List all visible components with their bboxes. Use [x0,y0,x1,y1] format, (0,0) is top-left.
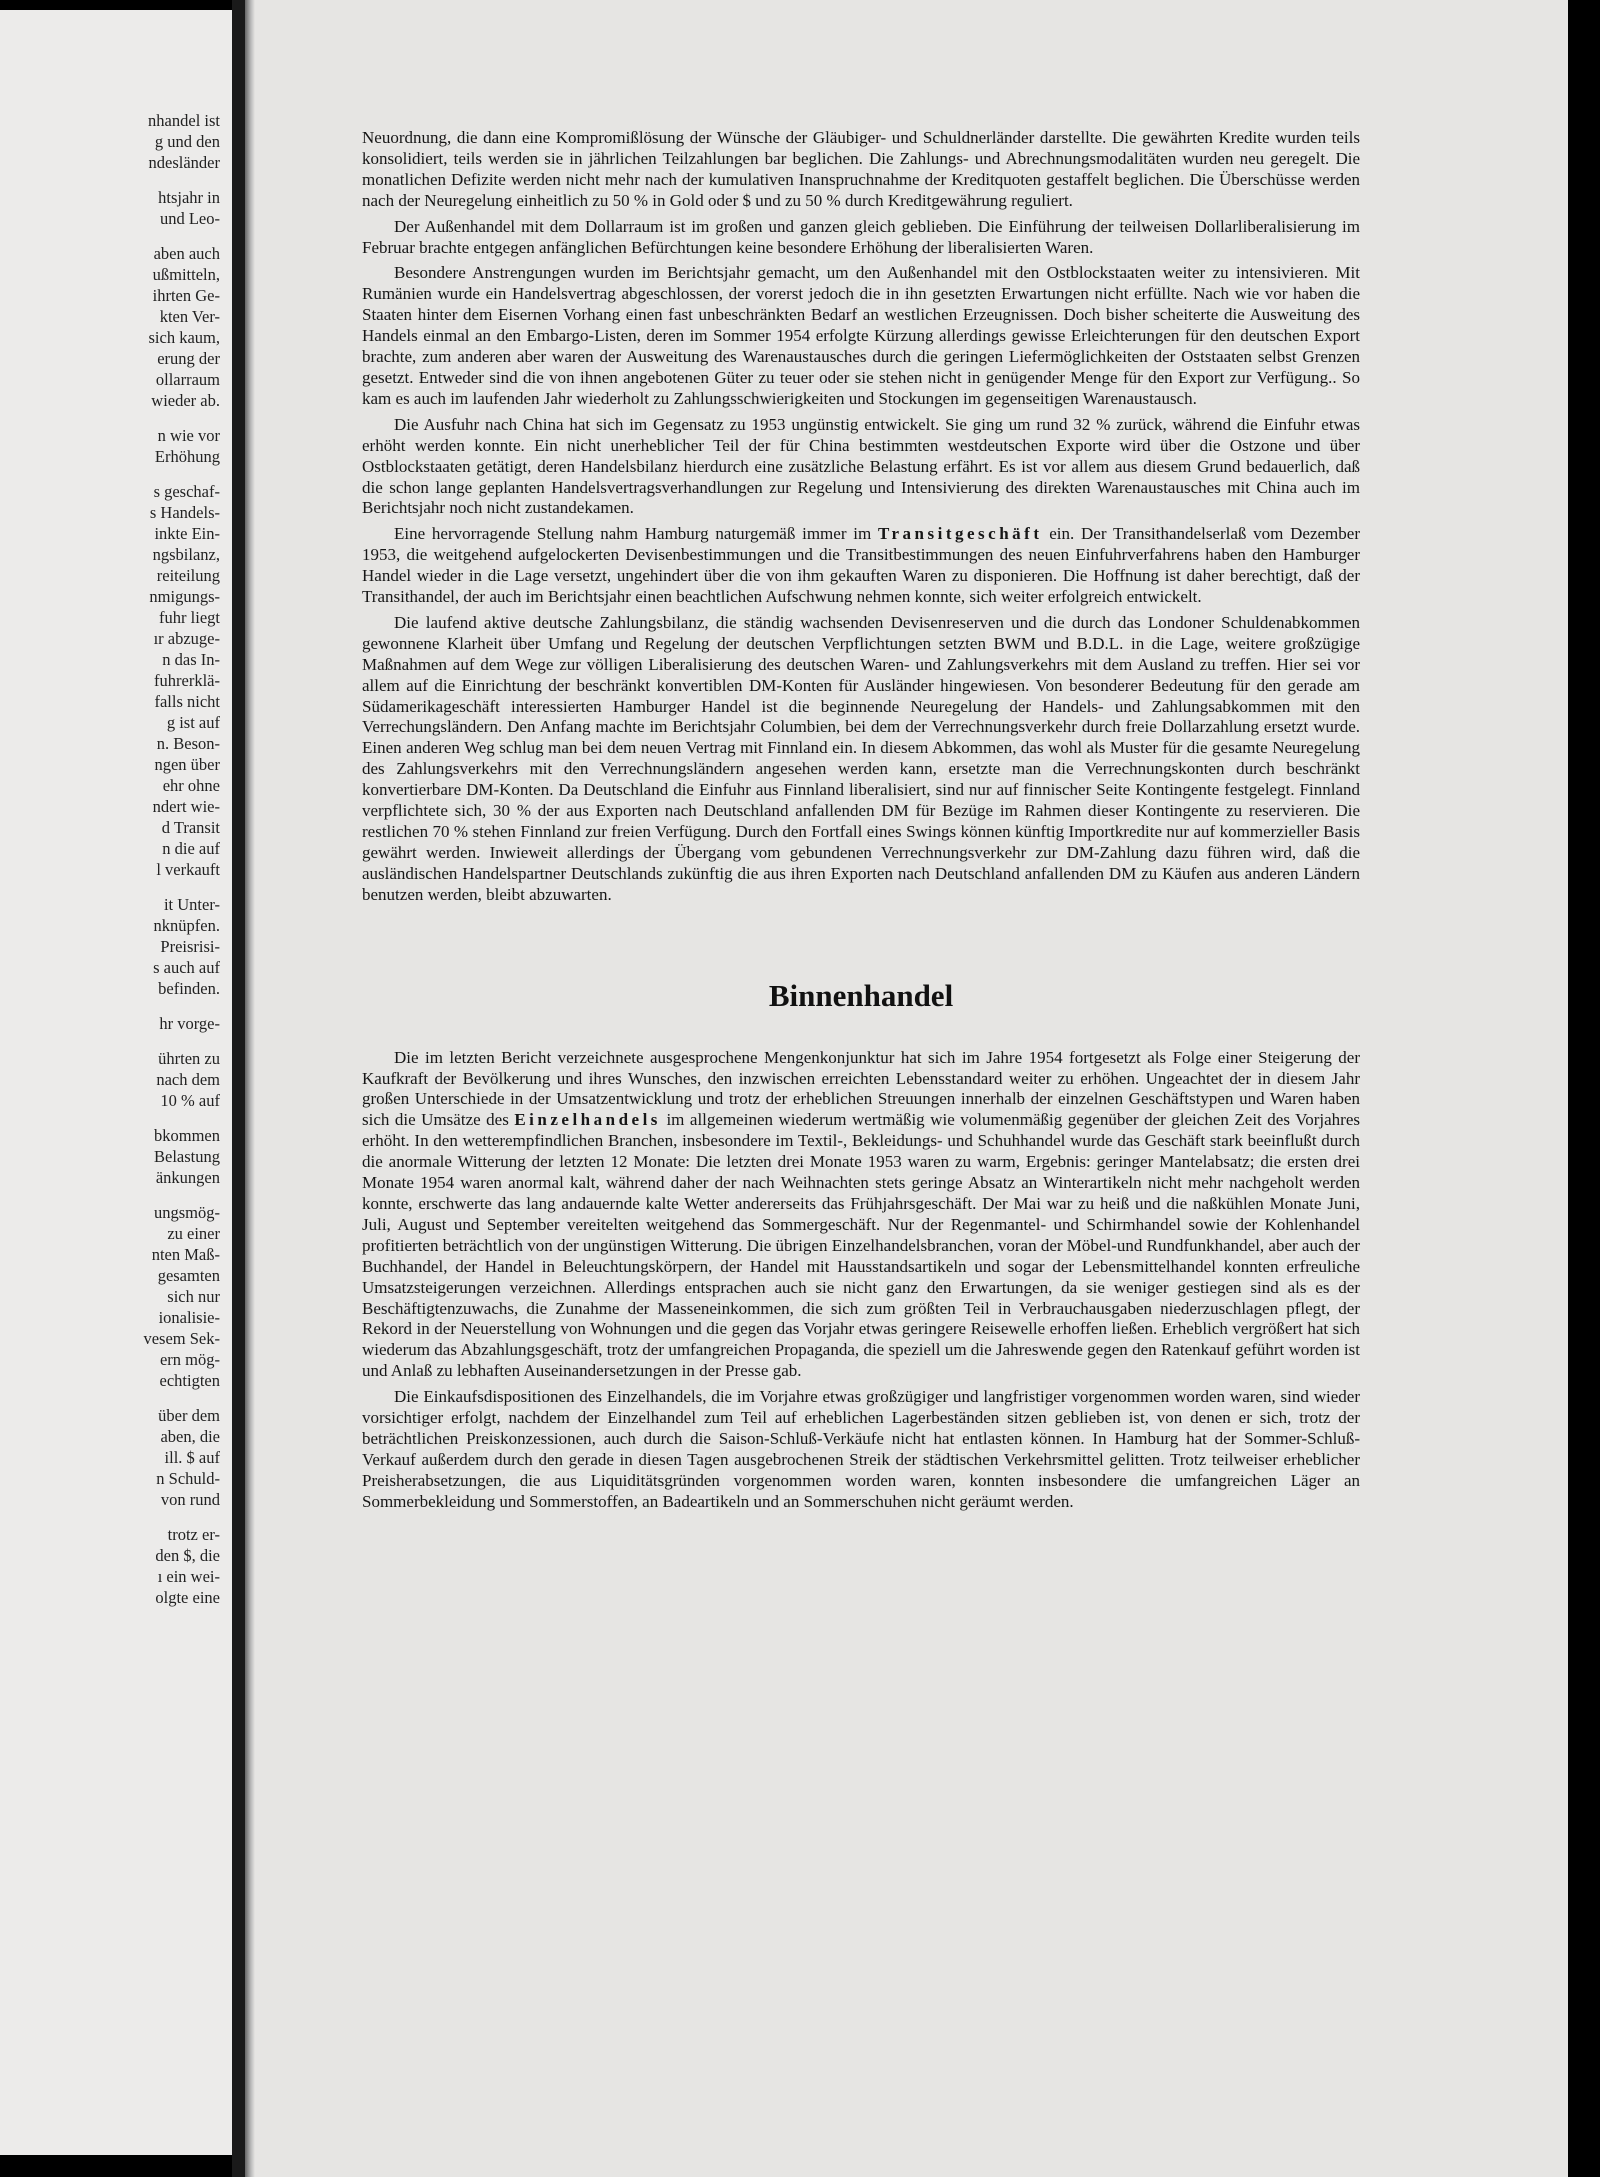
left-column-line: ndesländer [148,153,220,172]
left-column-line: ungsmög- [154,1203,220,1222]
left-column-line: g ist auf [166,713,220,732]
einzelhandel-emphasis: Einzelhandels [514,1110,661,1130]
left-column-line: reiteilung [156,566,220,585]
left-column-gap [0,999,220,1013]
left-column-line: d Transit [161,818,220,837]
left-column-line: n das In- [162,650,220,669]
left-column-line: Belastung [154,1147,220,1166]
transit-text-a: Eine hervorragende Stellung nahm Hamburg naturgemäß immer im [394,524,878,544]
left-column-line: ı ein wei- [157,1567,220,1586]
paragraph-einkaufsdispositionen: Die Einkaufsdispositionen des Einzelhandels, die im Vorjahre etwas großzügiger und langfristiger vorgenommen worden waren, sind wieder vorsichtiger erfolgt, nachdem der Einzelhandel zum Teil auf erheblichen Lagerbeständen sitzen geblieben ist, von denen er sich, trotz der beträchtlichen Preiskonzessionen, auch durch die Saison-Schluß-Verkäufe nicht hat entlasten können. In Hamburg hat der Sommer-Schluß-Verkauf außerdem durch den gerade in diesen Tagen ausgebrochenen Streik der städtischen Verkehrsmittel gelitten. Trotz teilweiser erheblicher Preisherabsetzungen, die aus Liquiditätsgründen vorgenommen worden waren, konnten insbesondere die umfangreichen Läger an Sommerbekleidung und Sommerstoffen, an Badeartikeln und an Sommerschuhen nicht geräumt werden. [362,1387,1360,1511]
left-column-line: sich kaum, [148,328,220,347]
left-column-line: bkommen [154,1126,220,1145]
left-column-gap [0,1111,220,1125]
left-column-line: fuhr liegt [159,608,220,627]
left-column-gap [0,1510,220,1524]
left-column-gap [0,1391,220,1405]
left-column-line: n Schuld- [156,1469,220,1488]
left-column-gap [0,1188,220,1202]
left-column-line: ührten zu [158,1049,220,1068]
left-column-line: htsjahr in [158,188,220,207]
left-column-line: n die auf [162,839,220,858]
einzelhandel-text-a: Die im letzten Bericht verzeichnete ausgesprochene Mengenkonjunktur hat sich im Jahre 1954 fortgesetzt als Folge einer Steigerung der Kaufkraft der Bevölkerung und ihres Wunsches, den inzwischen erreichten Lebensstandard weiter zu erhöhen. Ungeachtet der in diesem Jahr großen Unterschiede in der Umsatzentwicklung und trotz der erheblichen Streuungen innerhalb der einzelnen Geschäftstypen und Waren haben sich die Umsätze des [362,1047,1360,1130]
paragraph-mengenkonjunktur [362,1048,1360,1383]
left-column-line: nknüpfen. [153,916,220,935]
left-column-line: ır abzuge- [153,629,220,648]
left-column-line: ern mög- [159,1350,220,1369]
left-column-line: Erhöhung [154,447,220,466]
transit-emphasis: Transitgeschäft [877,524,1043,544]
left-column-gap [0,229,220,243]
left-column-gap [0,173,220,187]
left-column-line: s Handels- [149,503,220,522]
left-column-line: sich nur [167,1287,220,1306]
left-column-line: ngsbilanz, [152,545,220,564]
left-column-line: vesem Sek- [143,1329,220,1348]
left-column-line: hr vorge- [159,1014,220,1033]
left-column-line: n wie vor [157,426,220,445]
left-column-line: ihrten Ge- [152,286,220,305]
left-column-line: s geschaf- [153,482,220,501]
paragraph-neuordnung: Neuordnung, die dann eine Kompromißlösung der Wünsche der Gläubiger- und Schuldnerländer darstellte. Die gewährten Kredite wurden teils konsolidiert, teils werden sie in jährlichen Teilzahlungen bar beglichen. Die Zahlungs- und Abrechnungsmodalitäten wurden neu geregelt. Die monatlichen Defizite werden nicht mehr nach der kumulativen Inanspruchnahme der Kreditquoten gestaffelt beglichen. Die Überschüsse werden nach der Neuregelung einheitlich zu 50 % in Gold oder $ und zu 50 % durch Kreditgewährung reguliert. [362,128,1360,210]
left-column-line: änkungen [155,1168,220,1187]
left-column-line: zu einer [167,1224,220,1243]
right-scan-border [1568,0,1600,2177]
page-fold-shadow [245,0,255,2177]
einzelhandel-text-b: im allgemeinen wiederum wertmäßig wie volumenmäßig gegenüber der gleichen Zeit des Vorjahres erhöht. In den wetterempfindlichen Branchen, insbesondere im Textil-, Bekleidungs- und Schuhhandel wurde das Geschäft stark beeinflußt durch die anormale Witterung der letzten 12 Monate: Die letzten drei Monate 1953 waren zu warm, Ergebnis: geringer Mantelabsatz; die ersten drei Monate 1954 waren anormal kalt, während daher der nach Weihnachten stets geringe Absatz an Winterartikeln nicht mehr nachgeholt werden konnte, erschwerte das lang andauernde kalte Wetter andererseits das Frühjahrsgeschäft. Der Mai war zu heiß und die naßkühlen Monate Juni, Juli, August und September vereitelten weitgehend das Sommergeschäft. Nur der Regenmantel- und Schirmhandel sowie der Kohlenhandel profitierten beträchtlich von der ungünstigen Witterung. Die übrigen Einzelhandelsbranchen, voran der Möbel-und Rundfunkhandel, aber auch der Buchhandel, der Handel in Beleuchtungskörpern, der Handel mit Hausstandsartikeln und sogar der Lebensmittelhandel konnten erfreuliche Umsatzsteigerungen verzeichnen. Allerdings entsprachen auch sie nicht ganz den Erwartungen, da sie weniger gestiegen sind als es der Beschäftigtenzuwachs, die Zunahme der Masseneinkommen, die sich zum größten Teil in Verbrauchausgaben niederzuschlagen pflegt, der Rekord in der Neuerstellung von Wohnungen und die gegen das Vorjahr etwas geringere Reisewelle erhoffen ließen. Erheblich vergrößert hat sich wiederum das Abzahlungsgeschäft, trotz der umfangreichen Propaganda, die speziell um die Jahreswende gegen den Ratenkauf geführt worden ist und Anlaß zu lebhaften Auseinandersetzungen in der Presse gab. [362,1110,1360,1381]
left-column-line: nten Maß- [151,1245,220,1264]
left-column-gap [0,880,220,894]
main-text-column [362,128,1360,1518]
transit-text-b: ein. Der Transithandelserlaß vom Dezember 1953, die weitgehend aufgelockerten Devisenbestimmungen und die Transitbestimmungen des neuen Einfuhrverfahrens haben den Hamburger Handel wieder in die Lage versetzt, ungehindert über die von ihm gekauften Waren zu disponieren. Die Hoffnung ist daher berechtigt, daß der Transithandel, der auch im Berichtsjahr einen beachtlichen Aufschwung nehmen konnte, sich weiter erfolgreich entwickelt. [362,524,1360,607]
left-column-line: ill. $ auf [164,1448,220,1467]
left-column-gap [0,467,220,481]
left-column-gap [0,411,220,425]
left-column-line: kten Ver- [159,307,220,326]
left-column-line: wieder ab. [151,391,220,410]
left-column-line: nmigungs- [149,587,220,606]
left-column-line: erung der [157,349,220,368]
left-column-line: l verkauft [156,860,220,879]
left-column-line: ußmitteln, [152,265,220,284]
left-column-line: den $, die [155,1546,220,1565]
left-column-gap [0,1034,220,1048]
left-column-line: nach dem [156,1070,220,1089]
left-column-line: fuhrerklä- [154,671,220,690]
left-column-line: g und den [154,132,220,151]
paragraph-ostblock: Besondere Anstrengungen wurden im Berichtsjahr gemacht, um den Außenhandel mit den Ostblockstaaten weiter zu intensivieren. Mit Rumänien wurde ein Handelsvertrag abgeschlossen, der vorerst jedoch die in ihn gesetzten Erwartungen nicht erfüllte. Nach wie vor haben die Staaten hinter dem Eisernen Vorhang einen fast unbeschränkten Bedarf an westlichen Erzeugnissen. Doch bisher scheiterte die Ausweitung des Handels einmal an den Embargo-Listen, deren im Sommer 1954 erfolgte Kürzung allerdings gewisse Erleichterungen für den deutschen Export brachte, zum anderen aber waren der Ausweitung des Warenaustausches durch die geringen Liefermöglichkeiten der Oststaaten selbst Grenzen gesetzt. Entweder sind die von ihnen angebotenen Güter zu teuer oder sie stehen nicht in genügender Menge für den Export zur Verfügung.. So kam es auch im laufenden Jahr wiederholt zu Zahlungsschwierigkeiten und Stockungen im gegenseitigen Warenaustausch. [362,263,1360,408]
left-column-line: aben, die [160,1427,220,1446]
left-page-fragment [0,10,232,2155]
paragraph-dollarraum: Der Außenhandel mit dem Dollarraum ist im großen und ganzen gleich geblieben. Die Einführung der teilweisen Dollarliberalisierung im Februar brachte entgegen anfänglichen Befürchtungen keine besondere Erhöhung der liberalisierten Waren. [362,216,1360,257]
left-column-line: aben auch [153,244,220,263]
paragraph-china: Die Ausfuhr nach China hat sich im Gegensatz zu 1953 ungünstig entwickelt. Sie ging um rund 32 % zurück, während die Einfuhr etwas erhöht werden konnte. Ein nicht unerheblicher Teil der für China bestimmten westdeutschen Exporte wird über die Ostzone und über Ostblockstaaten getätigt, deren Handelsbilanz hierdurch eine zusätzliche Belastung erfährt. Es ist vor allem aus diesem Grund bedauerlich, daß die schon lange geplanten Handelsvertragsverhandlungen zur Regelung und Intensivierung des direkten Warenaustausches mit China auch im Berichtsjahr noch nicht zustandekamen. [362,414,1360,518]
paragraph-zahlungsbilanz: Die laufend aktive deutsche Zahlungsbilanz, die ständig wachsenden Devisenreserven und die durch das Londoner Schuldenabkommen gewonnene Klarheit über Umfang und Regelung der deutschen Verpflichtungen setzten BWM und B.D.L. in die Lage, weitere großzügige Maßnahmen auf dem Wege zur völligen Liberalisierung des deutschen Waren- und Zahlungsverkehrs mit dem Ausland zu treffen. Hier sei vor allem auf die Einrichtung der beschränkt konvertiblen DM-Konten für Ausländer hingewiesen. Von besonderer Bedeutung für den gerade am Südamerikageschäft interessierten Hamburger Handel ist die beginnende Neuregelung der Handels- und Zahlungsabkommen mit den Verrechungsländern. Den Anfang machte im Berichtsjahr Columbien, bei dem der Verrechnungsverkehr durch freie Dollarzahlung ersetzt wurde. Einen anderen Weg schlug man bei dem neuen Vertrag mit Finnland ein. In diesem Abkommen, das wohl als Muster für die gesamte Neuregelung des Zahlungsverkehrs mit den Verrechnungsländern angesehen werden kann, ersetzte man die Verrechnungskonten durch beschränkt konvertierbare DM-Konten. Da Deutschland die Einfuhr aus Finnland liberalisiert, sind nur auf finnischer Seite Kontingente festgelegt. Finnland verpflichtete sich, 30 % der aus Exporten nach Deutschland anfallenden DM für Bezüge im Rahmen dieser Kontingente zu reservieren. Die restlichen 70 % stehen Finnland zur freien Verfügung. Durch den Fortfall eines Swings können künftig Importkredite nur auf kommerzieller Basis gewährt werden. Inwieweit allerdings der Übergang vom gebundenen Verrechnungsverkehr zur DM-Zahlung dazu führen wird, daß die ausländischen Handelspartner Deutschlands zukünftig die aus ihren Exporten nach Deutschland anfallenden DM zu Käufen aus anderen Ländern benutzen werden, bleibt abzuwarten. [362,612,1360,904]
left-column-line: n. Beson- [156,734,220,753]
left-column-line: und Leo- [159,209,220,228]
left-column-line: befinden. [158,979,220,998]
left-column-line: nhandel ist [148,111,220,130]
left-column-text [0,110,220,1608]
left-column-line: echtigten [159,1371,220,1390]
left-column-line: über dem [158,1406,220,1425]
left-column-line: it Unter- [163,895,220,914]
section-title: Binnenhandel [768,977,954,1013]
left-column-line: trotz er- [167,1525,220,1544]
paragraph-transit [362,524,1360,608]
left-column-line: olgte eine [155,1588,220,1607]
left-column-line: falls nicht [154,692,220,711]
left-column-line: inkte Ein- [154,524,220,543]
left-column-line: gesamten [157,1266,220,1285]
left-column-line: ehr ohne [162,776,220,795]
left-column-line: 10 % auf [160,1091,220,1110]
left-column-line: s auch auf [153,958,220,977]
left-column-line: ndert wie- [152,797,220,816]
left-column-line: Preisrisi- [160,937,220,956]
left-column-line: ollarraum [155,370,220,389]
left-column-line: ngen über [154,755,220,774]
left-column-line: von rund [160,1490,220,1509]
left-column-line: ionalisie- [158,1308,220,1327]
